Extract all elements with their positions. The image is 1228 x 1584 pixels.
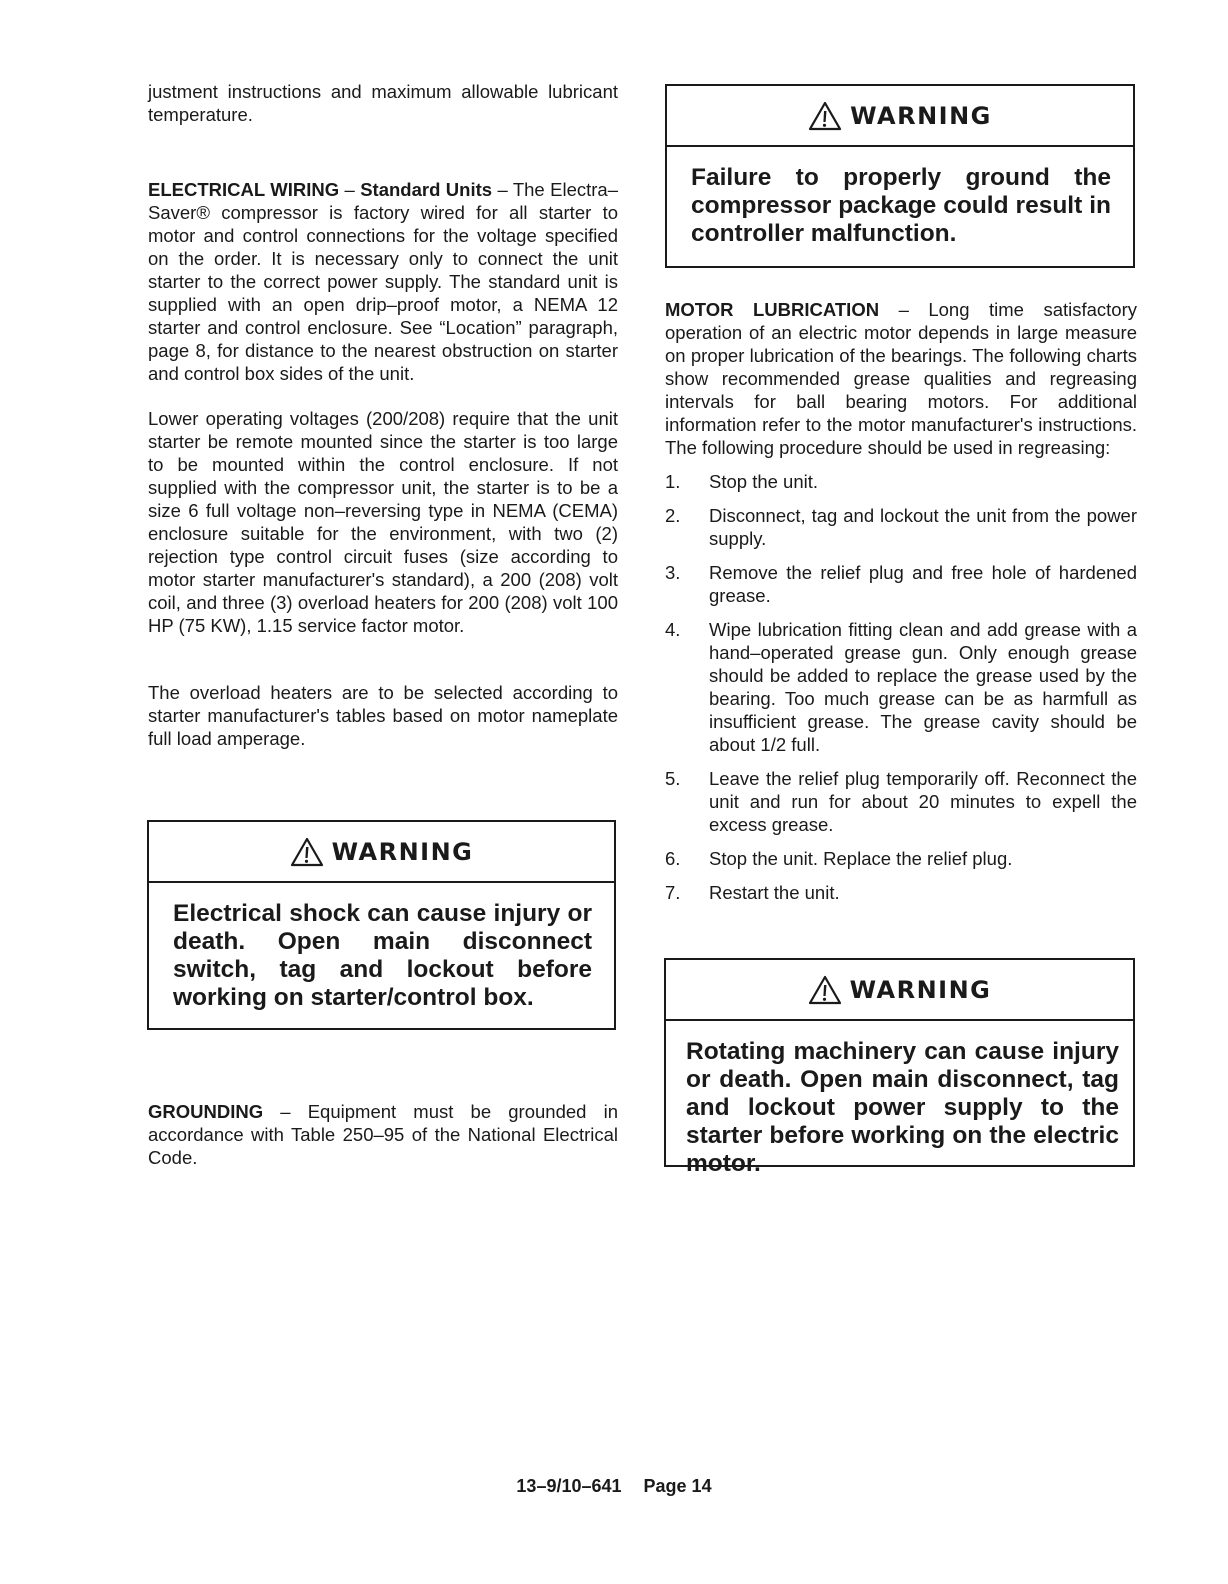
separator: – bbox=[339, 179, 361, 200]
regreasing-steps-list bbox=[665, 470, 1137, 904]
intro-paragraph: justment instructions and maximum allowable lubricant temperature. bbox=[148, 81, 618, 125]
right-column bbox=[665, 298, 1137, 904]
warning-triangle-icon bbox=[808, 975, 842, 1005]
warning-title: WARNING bbox=[849, 975, 992, 1004]
step-number: 6. bbox=[665, 848, 681, 869]
warning-box-grounding bbox=[665, 84, 1135, 268]
step-text: Remove the relief plug and free hole of hardened grease. bbox=[709, 562, 1137, 606]
list-item bbox=[665, 561, 1137, 607]
step-number: 7. bbox=[665, 882, 681, 903]
list-item bbox=[665, 847, 1137, 870]
separator: – bbox=[492, 179, 513, 200]
grounding-paragraph bbox=[148, 1100, 618, 1169]
electrical-wiring-heading: ELECTRICAL WIRING bbox=[148, 179, 340, 200]
step-text: Leave the relief plug temporarily off. Reconnect the unit and run for about 20 minutes to expell the excess grease. bbox=[709, 768, 1137, 835]
electrical-wiring-body: The Electra–Saver® compressor is factory wired for all starter to motor and control connections for the voltage specified on the order. It is necessary only to connect the unit starter to the correct power supply. The standard unit is supplied with an open drip–proof motor, a NEMA 12 starter and control enclosure. See “Location” paragraph, page 8, for distance to the nearest obstruction on starter and control box sides of the unit. bbox=[148, 179, 618, 384]
warning-header bbox=[667, 86, 1133, 147]
left-column bbox=[148, 80, 618, 750]
page-footer bbox=[0, 1476, 1228, 1497]
step-text: Disconnect, tag and lockout the unit from the power supply. bbox=[709, 505, 1137, 549]
overload-heaters-paragraph: The overload heaters are to be selected according to starter manufacturer's tables based on motor nameplate full load amperage. bbox=[148, 682, 618, 749]
step-number: 4. bbox=[665, 619, 681, 640]
step-text: Restart the unit. bbox=[709, 882, 840, 903]
warning-box-rotating-machinery bbox=[664, 958, 1135, 1177]
list-item bbox=[665, 881, 1137, 904]
step-text: Stop the unit. Replace the relief plug. bbox=[709, 848, 1013, 869]
warning-title: WARNING bbox=[850, 101, 992, 130]
step-text: Stop the unit. bbox=[709, 471, 819, 492]
motor-lubrication-body: Long time satisfactory operation of an electric motor depends in large measure on proper lubrication of the bearings. The following charts show recommended grease qualities and regreasing intervals for ball bearing motors. For additional information refer to the motor manufacturer's instructions. The following procedure should be used in regreasing: bbox=[665, 299, 1138, 458]
motor-lubrication-paragraph bbox=[665, 298, 1137, 459]
warning-text: Failure to properly ground the compressor package could result in controller malfunction. bbox=[691, 164, 1111, 247]
warning-title: WARNING bbox=[331, 837, 474, 866]
list-item bbox=[665, 470, 1137, 493]
standard-units-subheading: Standard Units bbox=[360, 179, 493, 200]
motor-lubrication-heading: MOTOR LUBRICATION bbox=[665, 299, 880, 320]
list-item bbox=[665, 504, 1137, 550]
separator: – bbox=[879, 299, 929, 320]
grounding-section bbox=[148, 1100, 618, 1169]
separator: – bbox=[263, 1101, 308, 1122]
warning-header bbox=[149, 822, 614, 883]
step-number: 1. bbox=[665, 471, 681, 492]
warning-text: Rotating machinery can cause injury or death. Open main disconnect, tag and lockout power supply to the starter before working on the electric motor. bbox=[686, 1038, 1119, 1177]
warning-text: Electrical shock can cause injury or death. Open main disconnect switch, tag and lockout before working on starter/control box. bbox=[173, 900, 592, 1011]
list-item bbox=[665, 767, 1137, 836]
step-number: 5. bbox=[665, 768, 681, 789]
grounding-body: Equipment must be grounded in accordance with Table 250–95 of the National Electrical Code. bbox=[148, 1101, 618, 1168]
warning-triangle-icon bbox=[808, 101, 842, 131]
page-number: Page 14 bbox=[643, 1476, 712, 1496]
step-number: 3. bbox=[665, 562, 681, 583]
warning-triangle-icon bbox=[290, 837, 324, 867]
list-item bbox=[665, 618, 1137, 756]
electrical-wiring-paragraph bbox=[148, 178, 618, 385]
step-text: Wipe lubrication fitting clean and add grease with a hand–operated grease gun. Only enough grease should be added to replace the grease used by the bearing. Too much grease can be as harmfull as insufficient grease. The grease cavity should be about 1/2 full. bbox=[709, 619, 1137, 755]
step-number: 2. bbox=[665, 505, 681, 526]
grounding-heading: GROUNDING bbox=[148, 1101, 264, 1122]
warning-header bbox=[666, 960, 1133, 1021]
lower-voltage-paragraph: Lower operating voltages (200/208) require that the unit starter be remote mounted since the starter is too large to be mounted within the control enclosure. If not supplied with the compressor unit, the starter is to be a size 6 full voltage non–reversing type in NEMA (CEMA) enclosure suitable for the environment, with two (2) rejection type control circuit fuses (size according to motor starter manufacturer's standard), a 200 (208) volt coil, and three (3) overload heaters for 200 (208) volt 100 HP (75 KW), 1.15 service factor motor. bbox=[148, 408, 618, 636]
warning-box-electrical-shock bbox=[147, 820, 616, 1030]
document-number: 13–9/10–641 bbox=[516, 1476, 622, 1496]
